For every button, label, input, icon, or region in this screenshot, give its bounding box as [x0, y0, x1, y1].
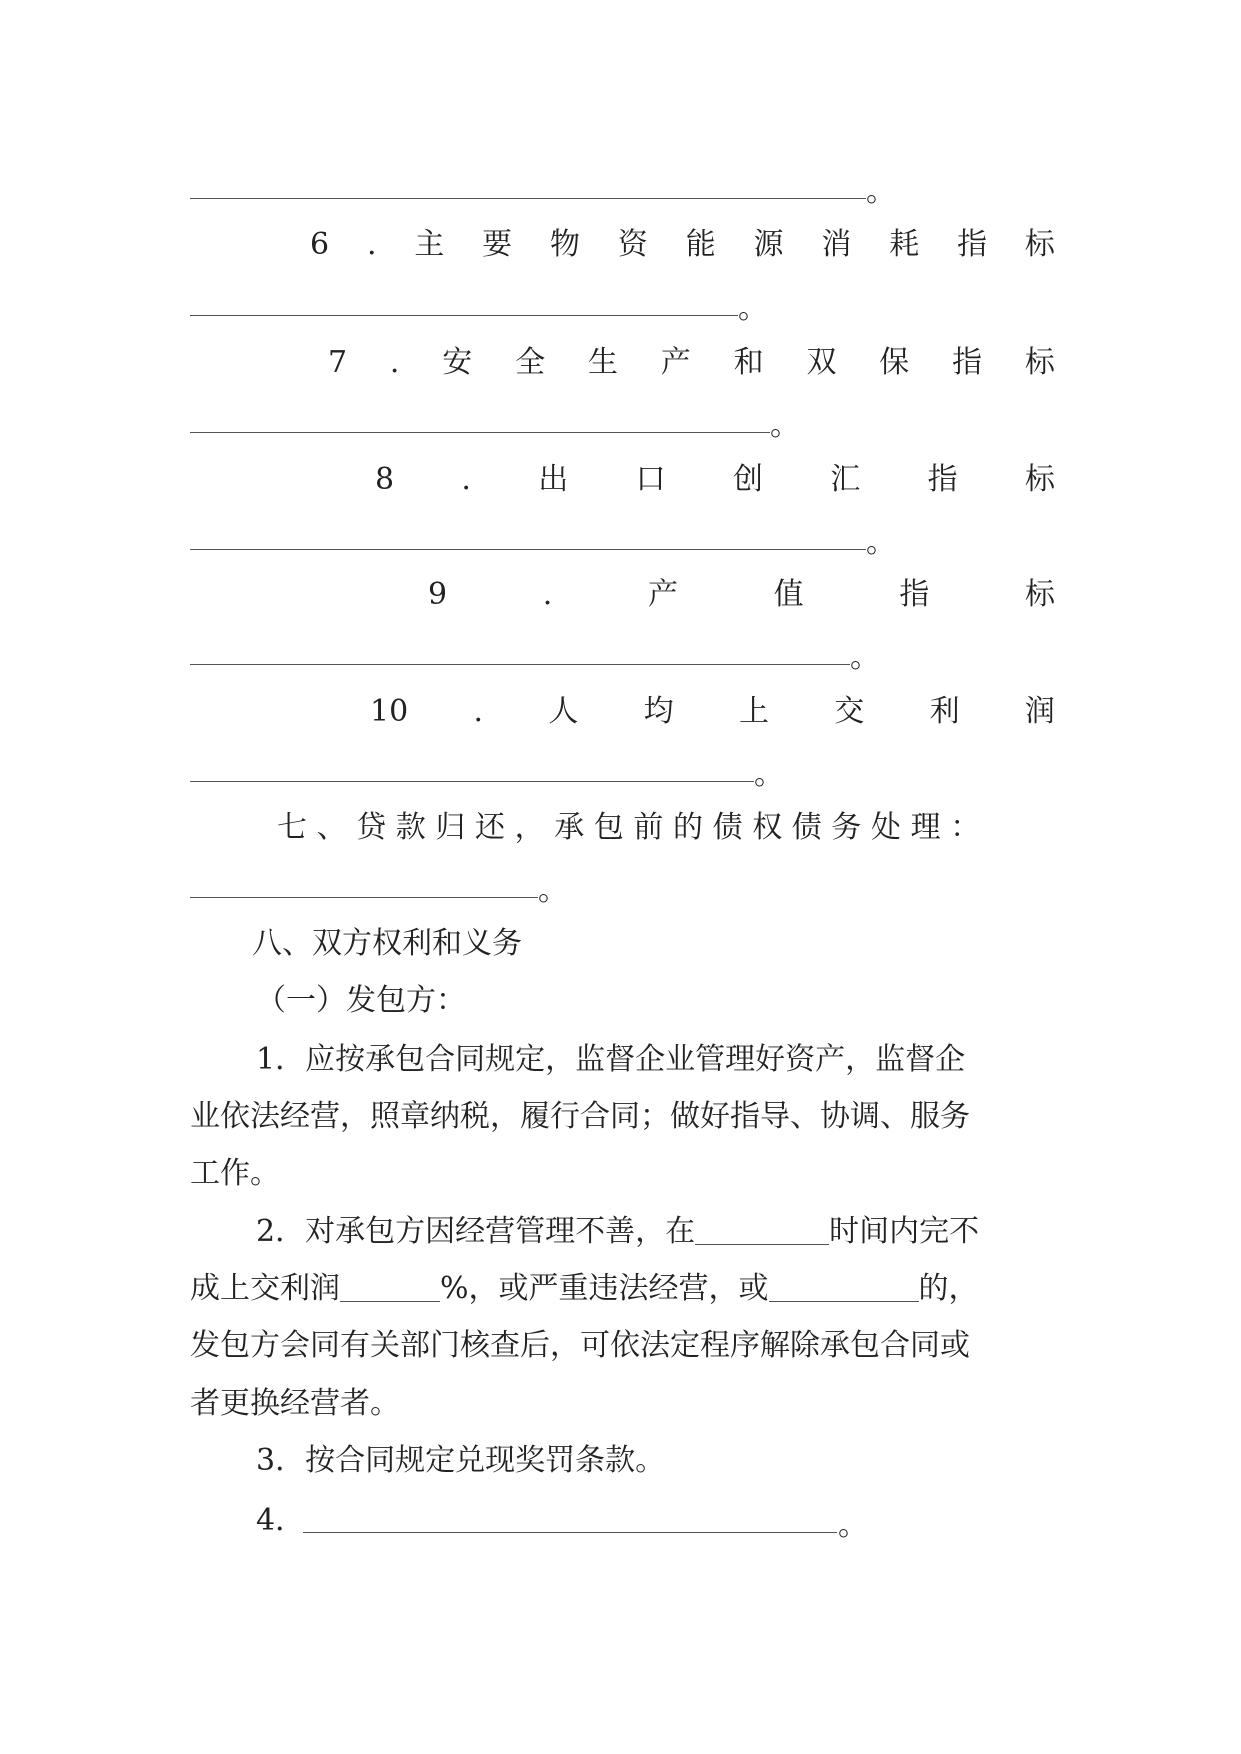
item-8-char: 指 — [927, 462, 958, 497]
item-8-number: 8 — [375, 462, 395, 497]
item-7-char: 保 — [879, 345, 910, 380]
item-6-char: 耗 — [889, 227, 920, 262]
clause-1-line-2: 业依法经营，照章纳税，履行合同；做好指导、协调、服务 — [190, 1099, 970, 1134]
item-7-char: 生 — [587, 345, 618, 380]
item-10-char: 人 — [548, 694, 579, 729]
item-7-heading — [328, 343, 1055, 383]
party-a-title: （一）发包方： — [256, 983, 466, 1018]
fill-blank-item-10 — [190, 781, 754, 782]
clause-2-text: 的， — [918, 1271, 979, 1306]
item-8-char: 标 — [1024, 462, 1055, 497]
clause-4-number: 4． — [256, 1503, 306, 1538]
item-7-sep: . — [389, 345, 400, 380]
fill-blank-percent — [340, 1271, 440, 1302]
item-10-number: 10 — [370, 694, 409, 729]
item-8-char: 创 — [732, 462, 763, 497]
clause-2-line-4: 者更换经营者。 — [190, 1386, 400, 1421]
period-section-7: 。 — [538, 873, 568, 908]
clause-2-text: 2．对承包方因经营管理不善，在 — [256, 1214, 696, 1249]
section-7-text: 七、贷款归还，承包前的债权债务处理： — [277, 810, 990, 845]
fill-blank-item-8 — [190, 549, 866, 550]
fill-blank-top — [190, 198, 866, 199]
period-item-8: 。 — [866, 525, 896, 560]
item-10-char: 润 — [1024, 694, 1055, 729]
item-10-char: 均 — [643, 694, 674, 729]
item-6-char: 主 — [414, 227, 445, 262]
clause-1-line-1: 1．应按承包合同规定，监督企业管理好资产，监督企 — [256, 1042, 966, 1077]
item-10-sep: . — [473, 694, 484, 729]
clause-2-line-3: 发包方会同有关部门核查后，可依法定程序解除承包合同或 — [190, 1328, 970, 1363]
item-10-char: 交 — [834, 694, 865, 729]
item-7-char: 标 — [1024, 345, 1055, 380]
item-6-number: 6 — [310, 227, 330, 262]
item-9-number: 9 — [428, 577, 448, 612]
item-9-sep: . — [542, 577, 553, 612]
item-6-char: 源 — [753, 227, 784, 262]
clause-1-line-3: 工作。 — [190, 1156, 280, 1191]
period-item-7: 。 — [770, 408, 800, 443]
fill-blank-section-7 — [190, 897, 538, 898]
item-10-char: 上 — [738, 694, 769, 729]
item-6-sep: . — [366, 227, 377, 262]
item-7-char: 双 — [806, 345, 837, 380]
item-9-heading — [428, 575, 1055, 615]
fill-blank-item-9 — [190, 664, 850, 665]
period-item-9: 。 — [850, 640, 880, 675]
fill-blank-other — [769, 1271, 919, 1302]
section-8-title: 八、双方权利和义务 — [252, 926, 522, 961]
item-8-heading — [375, 460, 1055, 500]
item-6-char: 资 — [617, 227, 648, 262]
item-9-char: 标 — [1025, 577, 1055, 612]
item-7-number: 7 — [328, 345, 348, 380]
item-6-char: 指 — [957, 227, 988, 262]
clause-2-line-1 — [256, 1212, 979, 1252]
item-6-char: 标 — [1024, 227, 1055, 262]
fill-blank-clause-4 — [303, 1532, 837, 1533]
item-8-sep: . — [461, 462, 471, 497]
clause-2-line-2 — [190, 1269, 979, 1309]
item-8-char: 出 — [538, 462, 569, 497]
item-7-char: 产 — [660, 345, 691, 380]
fill-blank-item-7 — [190, 432, 770, 433]
period-item-10: 。 — [754, 757, 784, 792]
item-6-char: 消 — [821, 227, 852, 262]
item-6-char: 要 — [482, 227, 513, 262]
period-top: 。 — [866, 174, 896, 209]
item-6-heading — [310, 225, 1055, 265]
clause-3-text: 3．按合同规定兑现奖罚条款。 — [256, 1443, 666, 1478]
item-10-heading — [370, 692, 1055, 732]
item-8-char: 汇 — [830, 462, 861, 497]
item-10-char: 利 — [929, 694, 960, 729]
fill-blank-time — [695, 1214, 829, 1245]
item-9-char: 产 — [647, 577, 678, 612]
item-9-char: 指 — [899, 577, 930, 612]
period-clause-4: 。 — [838, 1508, 868, 1543]
item-6-char: 物 — [550, 227, 581, 262]
item-7-char: 安 — [442, 345, 473, 380]
clause-2-text: 时间内完不 — [829, 1214, 980, 1249]
clause-2-text: 成上交利润 — [190, 1271, 340, 1306]
fill-blank-item-6 — [190, 315, 738, 316]
item-7-char: 和 — [733, 345, 764, 380]
item-6-char: 能 — [685, 227, 716, 262]
item-7-char: 指 — [952, 345, 983, 380]
item-8-char: 口 — [635, 462, 666, 497]
period-item-6: 。 — [738, 291, 768, 326]
item-7-char: 全 — [515, 345, 546, 380]
item-9-char: 值 — [773, 577, 804, 612]
clause-2-text: %，或严重违法经营，或 — [440, 1271, 769, 1306]
